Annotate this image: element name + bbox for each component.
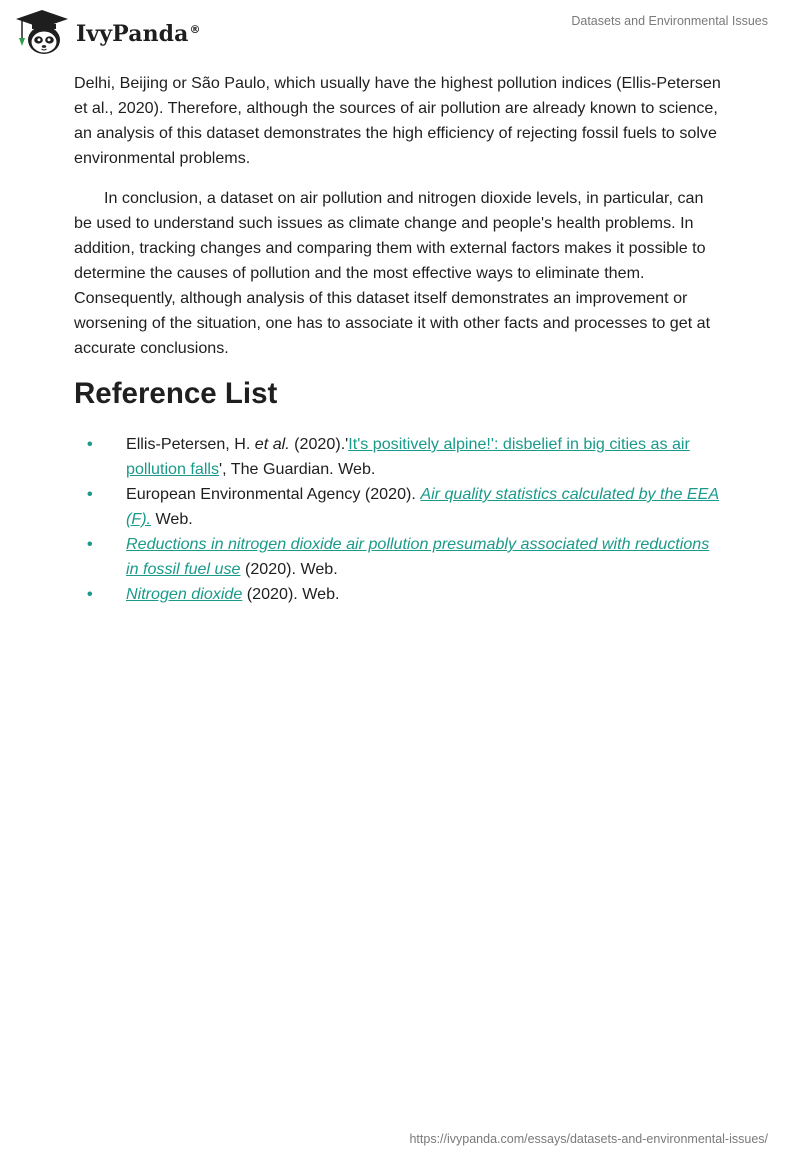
body-paragraph: Delhi, Beijing or São Paulo, which usually have the highest pollution indices (Ellis-Petersen et al., 2020). Therefore, although the sources of air pollution are already known to science, an analysis of this dataset demonstrates the high efficiency of rejecting fossil fuels to solve environmental problems. (74, 74, 721, 167)
reference-item (74, 482, 724, 532)
reference-source: (2020). Web. (242, 585, 340, 603)
bullet-icon: • (87, 536, 93, 553)
bullet-icon: • (87, 586, 93, 603)
reference-link-eea[interactable]: Air quality statistics calculated by the EEA (F). (126, 485, 720, 528)
reference-list-heading: Reference List (74, 377, 278, 410)
reference-source: ', The Guardian. Web. (219, 460, 376, 478)
reference-item (74, 432, 724, 482)
ivypanda-logo[interactable] (14, 8, 201, 58)
reference-item (74, 532, 724, 582)
reference-quote: ' (345, 435, 349, 453)
logo-wordmark: IvyPanda® (76, 21, 201, 47)
footer-url[interactable]: https://ivypanda.com/essays/datasets-and-environmental-issues/ (409, 1132, 768, 1146)
reference-link-guardian[interactable]: It's positively alpine!': disbelief in big cities as air pollution falls (126, 435, 690, 478)
running-title: Datasets and Environmental Issues (571, 14, 768, 28)
page-header (0, 0, 800, 64)
bullet-icon: • (87, 436, 93, 453)
reference-author: Ellis-Petersen, H. (126, 435, 255, 453)
reference-author: European Environmental Agency (2020). (126, 485, 421, 503)
essay-content (74, 71, 724, 607)
reference-link-reductions[interactable]: Reductions in nitrogen dioxide air pollution presumably associated with reductions in fossil fuel use (126, 535, 710, 578)
reference-et-al: et al. (254, 435, 290, 453)
reference-list (74, 432, 724, 607)
reference-year: (2020). (289, 435, 346, 453)
conclusion-paragraph: In conclusion, a dataset on air pollution and nitrogen dioxide levels, in particular, can be used to understand such issues as climate change and people's health problems. In addition, tracking changes and comparing them with external factors makes it possible to determine the causes of pollution and the most effective ways to eliminate them. Consequently, although analysis of this dataset itself demonstrates an improvement or worsening of the situation, one has to associate it with other facts and processes to get at accurate conclusions. (74, 189, 711, 357)
reference-item (74, 582, 724, 607)
bullet-icon: • (87, 486, 93, 503)
reference-link-nitrogen-dioxide[interactable]: Nitrogen dioxide (126, 585, 243, 603)
panda-graduation-cap-icon (14, 8, 70, 58)
registered-mark: ® (189, 22, 201, 36)
reference-source: Web. (151, 510, 193, 528)
reference-source: (2020). Web. (240, 560, 338, 578)
